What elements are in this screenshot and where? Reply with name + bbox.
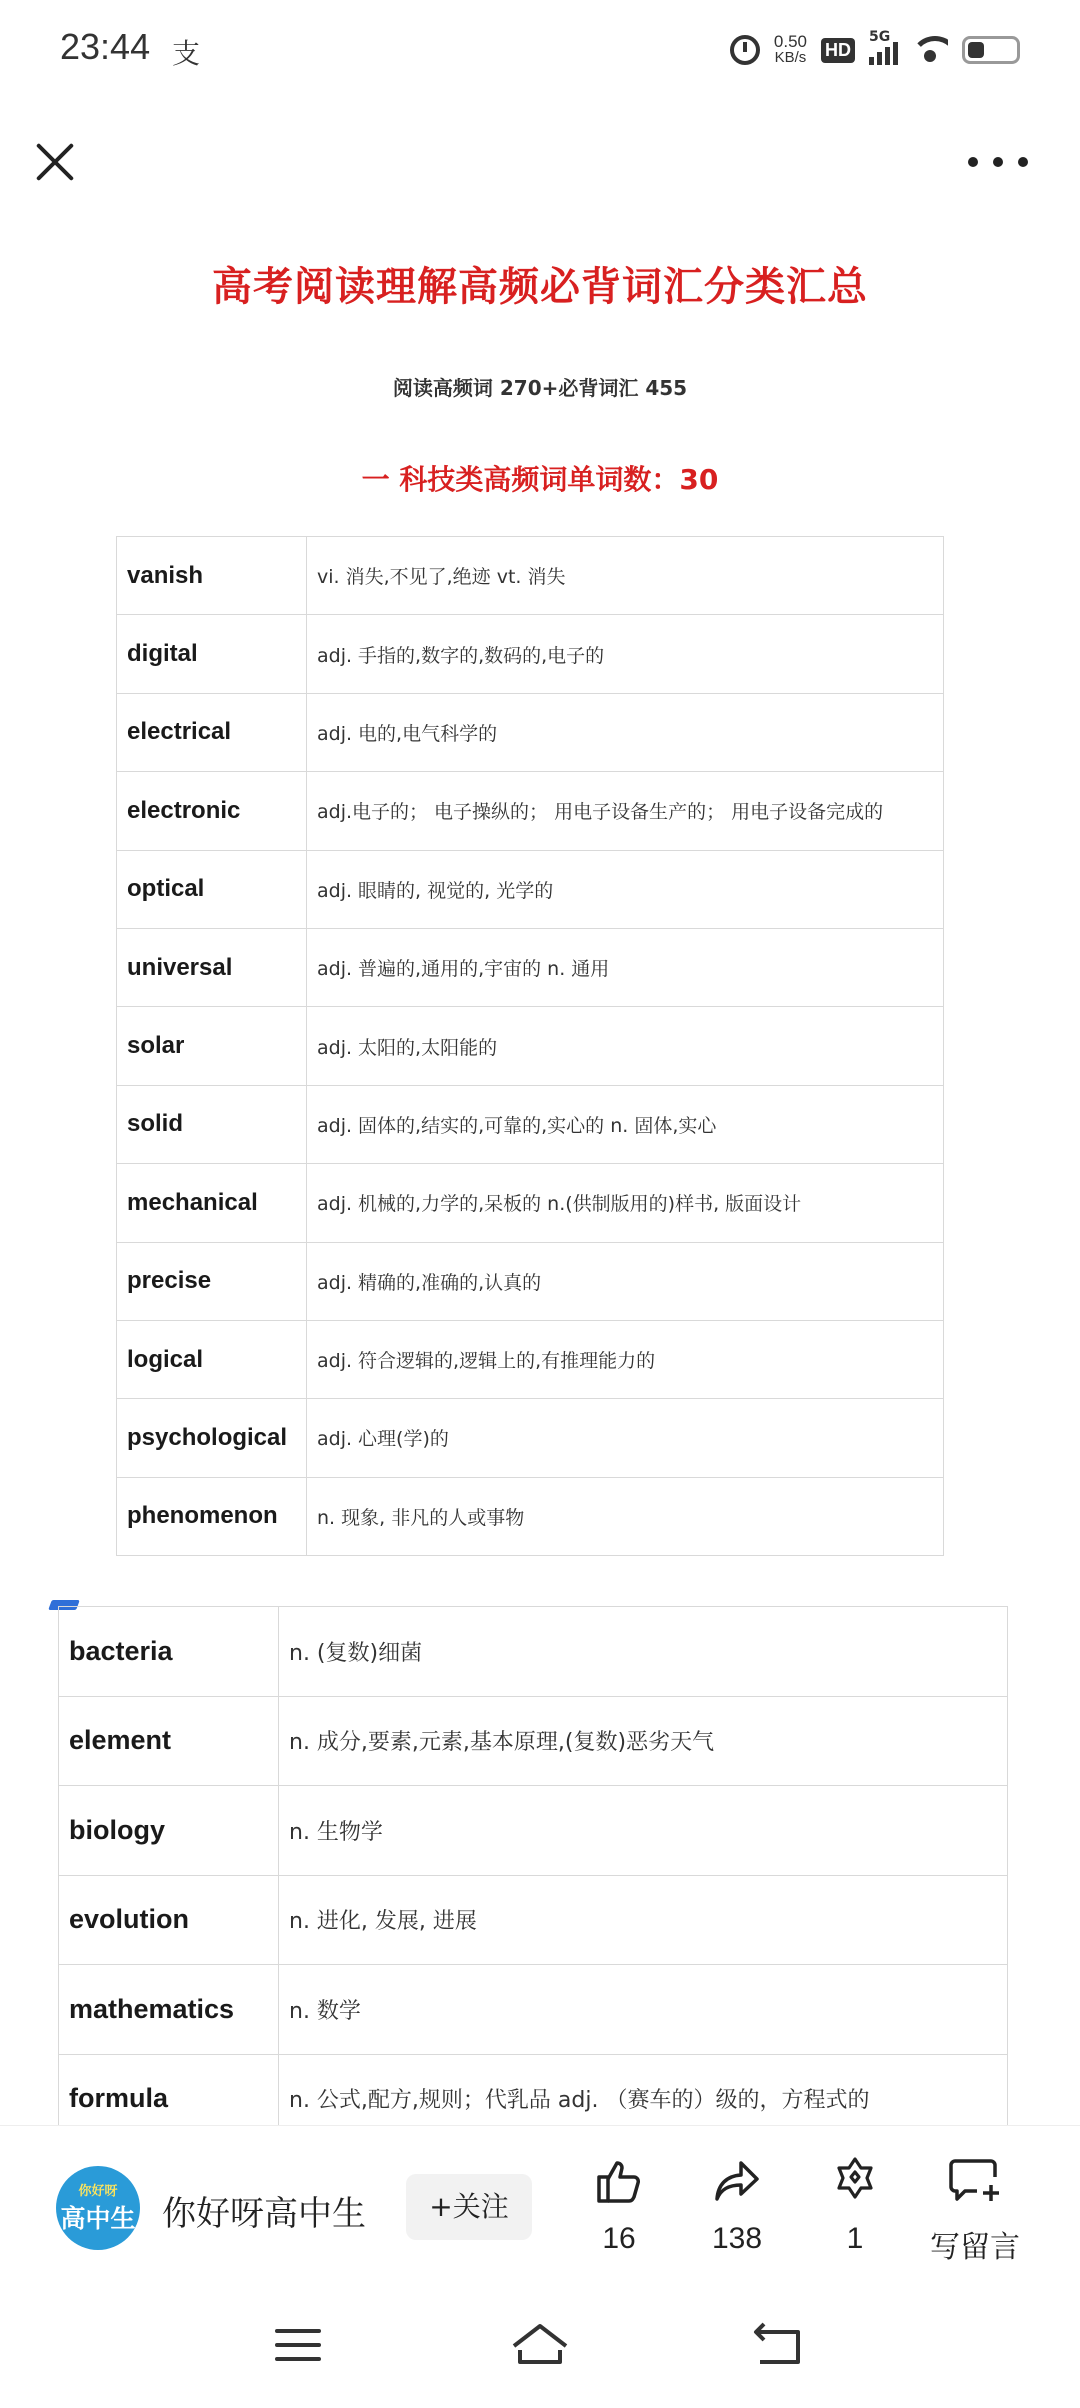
like-button[interactable] (564, 2146, 674, 2256)
favorite-count: 1 (846, 2222, 864, 2255)
vocab-meaning: n. 数学 (279, 1965, 1008, 2055)
home-icon[interactable] (500, 2310, 580, 2380)
like-count: 16 (602, 2222, 636, 2255)
hd-icon: HD (821, 38, 855, 63)
vocab-word: vanish (117, 537, 307, 615)
vocab-word: evolution (59, 1875, 279, 1965)
vocab-meaning: adj. 普遍的,通用的,宇宙的 n. 通用 (307, 928, 944, 1006)
comment-button[interactable] (920, 2146, 1030, 2266)
vocab-word: digital (117, 615, 307, 693)
table-row (117, 772, 944, 850)
status-bar (0, 0, 1080, 100)
vocab-meaning: n. 进化, 发展, 进展 (279, 1875, 1008, 1965)
vocab-word: logical (117, 1320, 307, 1398)
vocab-word: solar (117, 1007, 307, 1085)
comment-icon (920, 2146, 1030, 2216)
vocab-word: bacteria (59, 1607, 279, 1697)
table-row (117, 615, 944, 693)
signal-icon (869, 29, 898, 65)
table-row (117, 537, 944, 615)
table-row (117, 1477, 944, 1555)
vocab-word: element (59, 1696, 279, 1786)
vocab-meaning: adj.电子的； 电子操纵的； 用电子设备生产的； 用电子设备完成的 (307, 772, 944, 850)
follow-button[interactable]: +关注 (406, 2174, 532, 2240)
network-type-label: 5G (869, 29, 891, 45)
vocab-meaning: n. 成分,要素,元素,基本原理,(复数)恶劣天气 (279, 1696, 1008, 1786)
vocab-meaning: adj. 电的,电气科学的 (307, 693, 944, 771)
network-speed-unit: KB/s (774, 49, 807, 66)
comment-label: 写留言 (930, 2230, 1020, 2265)
vocab-word: formula (59, 2054, 279, 2144)
table-row (117, 928, 944, 1006)
avatar-top-text: 你好呀 (78, 2184, 118, 2199)
vocab-meaning: adj. 眼睛的, 视觉的, 光学的 (307, 850, 944, 928)
vocab-meaning: vi. 消失,不见了,绝迹 vt. 消失 (307, 537, 944, 615)
vocab-meaning: adj. 固体的,结实的,可靠的,实心的 n. 固体,实心 (307, 1085, 944, 1163)
vocab-word: phenomenon (117, 1477, 307, 1555)
vocab-meaning: adj. 符合逻辑的,逻辑上的,有推理能力的 (307, 1320, 944, 1398)
vocab-word: solid (117, 1085, 307, 1163)
vocab-word: mechanical (117, 1164, 307, 1242)
menu-icon[interactable] (258, 2310, 338, 2380)
author-name[interactable]: 你好呀高中生 (162, 2194, 366, 2234)
table-row (117, 1007, 944, 1085)
app-notification-icon: 支 (172, 37, 201, 70)
alarm-icon (730, 35, 760, 65)
avatar[interactable] (56, 2166, 140, 2250)
thumbs-up-icon (564, 2146, 674, 2216)
share-count: 138 (711, 2222, 763, 2255)
battery-icon (962, 36, 1020, 64)
section-heading: 一 科技类高频词单词数：30 (361, 463, 719, 496)
vocab-meaning: adj. 手指的,数字的,数码的,电子的 (307, 615, 944, 693)
back-icon[interactable] (742, 2310, 822, 2380)
wifi-icon (912, 36, 948, 64)
table-row (59, 1786, 1008, 1876)
status-time: 23:44 (60, 26, 151, 67)
vocab-table-1 (116, 536, 944, 1556)
vocab-word: psychological (117, 1399, 307, 1477)
vocab-word: precise (117, 1242, 307, 1320)
table-row (117, 1242, 944, 1320)
network-speed (774, 34, 807, 66)
action-bar (0, 2125, 1080, 2275)
vocab-word: mathematics (59, 1965, 279, 2055)
share-button[interactable] (682, 2146, 792, 2256)
avatar-main-text: 高中生 (60, 2204, 136, 2233)
share-icon (682, 2146, 792, 2216)
favorite-button[interactable] (800, 2146, 910, 2256)
vocab-word: universal (117, 928, 307, 1006)
vocab-word: electronic (117, 772, 307, 850)
system-nav-bar (0, 2290, 1080, 2408)
vocab-word: electrical (117, 693, 307, 771)
status-indicators (730, 28, 1020, 72)
vocab-meaning: adj. 太阳的,太阳能的 (307, 1007, 944, 1085)
more-icon[interactable] (968, 150, 1028, 174)
battery-level (968, 42, 984, 58)
article-subtitle: 阅读高频词 270+必背词汇 455 (392, 376, 688, 400)
vocab-meaning: n. 生物学 (279, 1786, 1008, 1876)
vocab-word: biology (59, 1786, 279, 1876)
vocab-meaning: n. (复数)细菌 (279, 1607, 1008, 1697)
article-title: 高考阅读理解高频必背词汇分类汇总 (212, 264, 868, 310)
table-row (59, 1875, 1008, 1965)
close-icon[interactable] (28, 135, 82, 189)
vocab-word: optical (117, 850, 307, 928)
vocab-meaning: adj. 机械的,力学的,呆板的 n.(供制版用的)样书, 版面设计 (307, 1164, 944, 1242)
table-row (59, 1965, 1008, 2055)
favorite-icon (800, 2146, 910, 2216)
vocab-meaning: adj. 心理(学)的 (307, 1399, 944, 1477)
vocab-meaning: n. 公式,配方,规则；代乳品 adj. （赛车的）级的，方程式的 (279, 2054, 1008, 2144)
table-row (117, 1085, 944, 1163)
vocab-table-2 (58, 1606, 1008, 2144)
table-row (59, 1607, 1008, 1697)
vocab-meaning: adj. 精确的,准确的,认真的 (307, 1242, 944, 1320)
table-row (117, 850, 944, 928)
network-speed-value: 0.50 (773, 32, 807, 51)
table-row (117, 1164, 944, 1242)
table-row (59, 1696, 1008, 1786)
table-row (117, 1320, 944, 1398)
table-row (117, 693, 944, 771)
vocab-meaning: n. 现象, 非凡的人或事物 (307, 1477, 944, 1555)
table-row (117, 1399, 944, 1477)
